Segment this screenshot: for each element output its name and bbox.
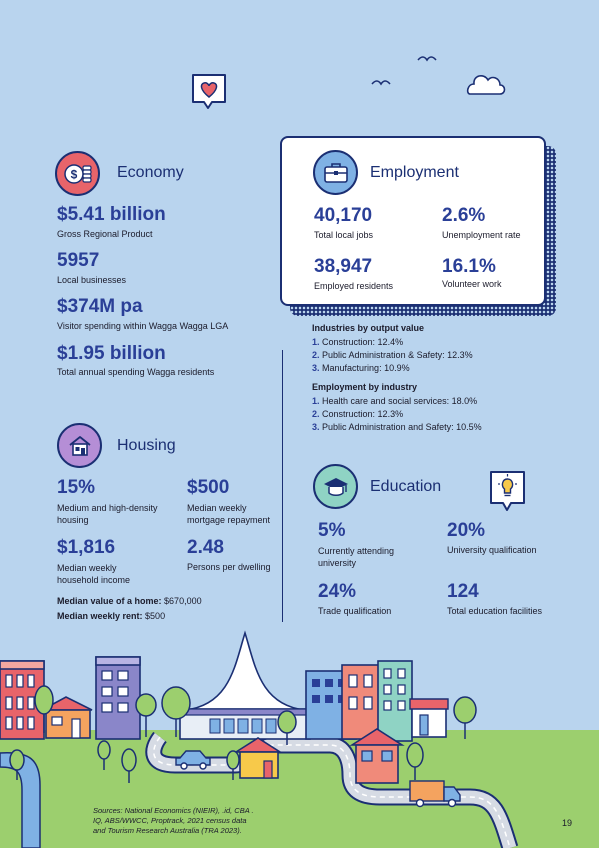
coins-dollar-icon	[63, 160, 93, 188]
industry-item: Public Administration and Safety: 10.5%	[322, 422, 482, 432]
column-divider	[282, 350, 283, 622]
mortgage-repayment-label: Median weekly mortgage repayment	[187, 503, 271, 525]
industry-item: Construction: 12.3%	[322, 409, 404, 419]
local-businesses-label: Local businesses	[57, 275, 127, 285]
attending-university-label: Currently attending university	[318, 546, 395, 568]
gross-regional-product-label: Gross Regional Product	[57, 229, 153, 239]
attending-university-value: 5%	[318, 520, 346, 541]
employment-by-industry-title: Employment by industry	[312, 382, 418, 392]
trade-qualification-value: 24%	[318, 581, 357, 602]
education-heading: Education	[370, 478, 442, 495]
sources-note: Sources: National Economics (NIEIR), .id, CBA . IQ, ABS/WWCC, Proptrack, 2021 census data and Tourism Research Australia (TRA 2023).	[93, 806, 254, 835]
persons-per-dwelling-label: Persons per dwelling	[187, 562, 271, 572]
employment-badge	[313, 150, 358, 195]
graduation-cap-icon	[322, 475, 350, 499]
economy-badge	[55, 151, 100, 196]
output-item: Public Administration & Safety: 12.3%	[322, 350, 473, 360]
density-housing-label: Medium and high-density housing	[57, 503, 158, 525]
svg-text:$: $	[70, 167, 77, 181]
local-jobs-label: Total local jobs	[314, 230, 374, 240]
visitor-spending-label: Visitor spending within Wagga Wagga LGA	[57, 321, 229, 331]
heart-speech-bubble-icon	[190, 72, 230, 112]
housing-heading: Housing	[117, 437, 176, 454]
volunteer-work-value: 16.1%	[442, 256, 496, 277]
briefcase-icon	[323, 161, 349, 185]
trade-qualification-label: Trade qualification	[318, 606, 392, 616]
industries-output-title: Industries by output value	[312, 323, 425, 333]
household-income-label: Median weekly household income	[57, 563, 131, 585]
employment-industry-list: 1. Health care and social services: 18.0% 2. Construction: 12.3% 3. Public Administration and Safety: 10.5%	[312, 396, 482, 432]
cloud-icon	[464, 70, 506, 98]
volunteer-work-label: Volunteer work	[442, 279, 502, 289]
housing-badge	[57, 423, 102, 468]
cityscape-illustration	[0, 625, 599, 848]
visitor-spending-value: $374M pa	[57, 296, 143, 317]
persons-per-dwelling-value: 2.48	[187, 537, 224, 558]
university-qualification-value: 20%	[447, 520, 486, 541]
local-businesses-value: 5957	[57, 250, 100, 271]
university-qualification-label: University qualification	[447, 545, 537, 555]
resident-spending-label: Total annual spending Wagga residents	[57, 367, 215, 377]
employed-residents-label: Employed residents	[314, 281, 394, 291]
lightbulb-speech-bubble-icon	[489, 470, 527, 514]
resident-spending-value: $1.95 billion	[57, 343, 166, 364]
education-facilities-label: Total education facilities	[447, 606, 543, 616]
unemployment-rate-label: Unemployment rate	[442, 230, 521, 240]
page-number: 19	[562, 818, 573, 828]
density-housing-value: 15%	[57, 477, 96, 498]
median-weekly-rent: Median weekly rent: $500	[57, 611, 166, 621]
output-item: Manufacturing: 10.9%	[322, 363, 410, 373]
house-icon	[67, 434, 93, 458]
employment-heading: Employment	[370, 164, 459, 181]
employed-residents-value: 38,947	[314, 256, 373, 277]
industries-output-list: 1. Construction: 12.4% 2. Public Administration & Safety: 12.3% 3. Manufacturing: 10.9%	[312, 337, 473, 373]
unemployment-rate-value: 2.6%	[442, 205, 486, 226]
median-home-value: Median value of a home: $670,000	[57, 596, 202, 606]
education-badge	[313, 464, 358, 509]
gross-regional-product-value: $5.41 billion	[57, 204, 166, 225]
output-item: Construction: 12.4%	[322, 337, 404, 347]
mortgage-repayment-value: $500	[187, 477, 230, 498]
education-facilities-value: 124	[447, 581, 479, 602]
birds-icon	[370, 52, 445, 92]
economy-heading: Economy	[117, 164, 184, 181]
household-income-value: $1,816	[57, 537, 116, 558]
industry-item: Health care and social services: 18.0%	[322, 396, 478, 406]
local-jobs-value: 40,170	[314, 205, 373, 226]
